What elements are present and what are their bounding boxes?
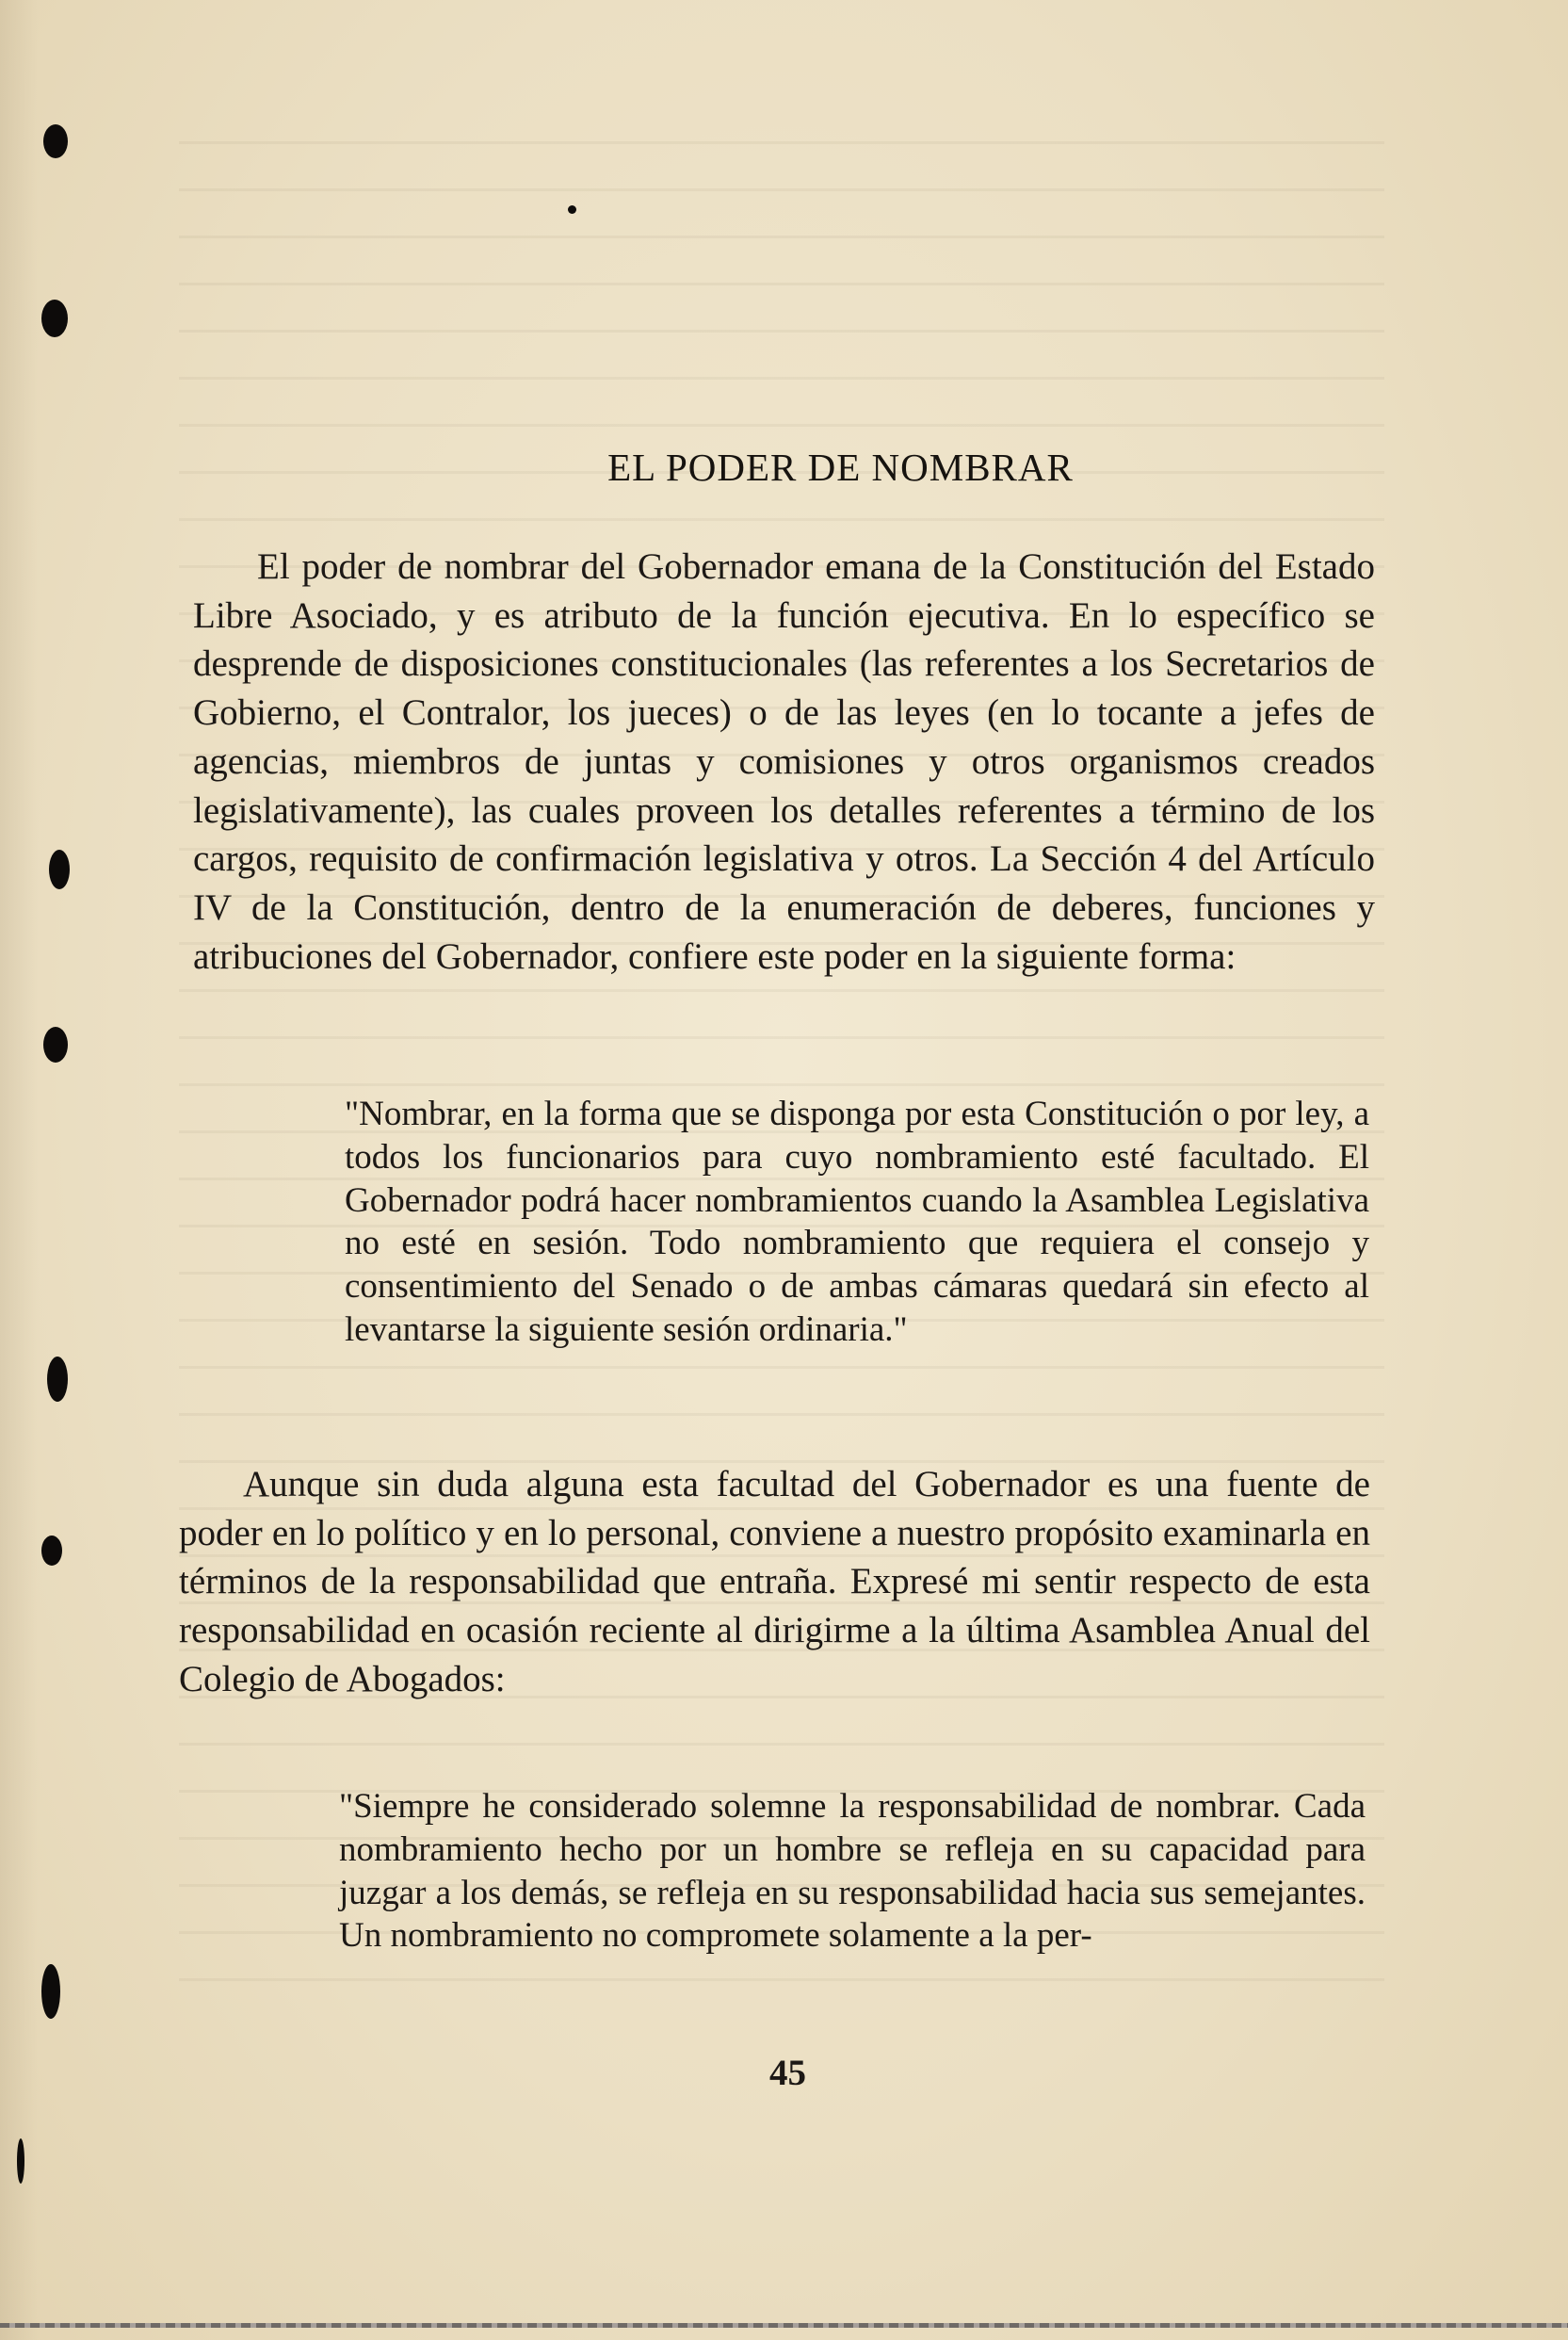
block-quote: "Siempre he considerado solemne la responsabilidad de nombrar. Cada nombramiento hecho por un hombre se refleja en su capacidad para juzgar a los demás, se refleja en su responsabilidad hacia sus semejantes. Un nombramiento no compromete solamente a la per- xyxy=(339,1787,1366,1956)
punch-hole-icon xyxy=(17,2138,24,2184)
page-edge-shadow xyxy=(0,0,38,2340)
body-paragraph: El poder de nombrar del Gobernador emana de la Constitución del Estado Libre Asociado, y es atributo de la función ejecutiva. En lo específico se desprende de disposiciones constitucionales (las referentes a los Secretarios de Gobierno, el Contralor, los jueces) o de las leyes (en lo tocante a jefes de agencias, miembros de juntas y comisiones y otros organismos creados legislativamente), las cuales proveen los detalles referentes a término de los cargos, requisito de confirmación legislativa y otros. La Sección 4 del Artículo IV de la Constitución, dentro de la enumeración de deberes, funciones y atribuciones del Gobernador, confiere este poder en la siguiente forma: xyxy=(193,546,1375,977)
punch-hole-icon xyxy=(43,1027,68,1063)
punch-hole-icon xyxy=(41,1536,62,1566)
show-through-texture xyxy=(179,141,1384,2025)
punch-hole-icon xyxy=(43,124,68,158)
bottom-edge-rule xyxy=(0,2323,1568,2328)
page-number: 45 xyxy=(769,2053,806,2093)
punch-hole-icon xyxy=(41,300,68,337)
body-paragraph: Aunque sin duda alguna esta facultad del Gobernador es una fuente de poder en lo político y en lo personal, conviene a nuestro propósito examinarla en términos de la responsabilidad que entraña. Expresé mi sentir respecto de esta responsabilidad en ocasión reciente al dirigirme a la última Asamblea Anual del Colegio de Abogados: xyxy=(179,1464,1370,1699)
punch-hole-icon xyxy=(47,1357,68,1402)
punch-hole-icon xyxy=(49,850,70,889)
dust-speck-icon xyxy=(568,205,576,214)
punch-hole-icon xyxy=(41,1964,60,2019)
page-title: EL PODER DE NOMBRAR xyxy=(607,446,1074,489)
block-quote: "Nombrar, en la forma que se disponga por esta Constitución o por ley, a todos los funcionarios para cuyo nombramiento esté facultado. El Gobernador podrá hacer nombramientos cuando la Asamblea Legislativa no esté en sesión. Todo nombramiento que requiera el consejo y consentimiento del Senado o de ambas cámaras quedará sin efecto al levantarse la siguiente sesión ordinaria." xyxy=(345,1095,1369,1349)
